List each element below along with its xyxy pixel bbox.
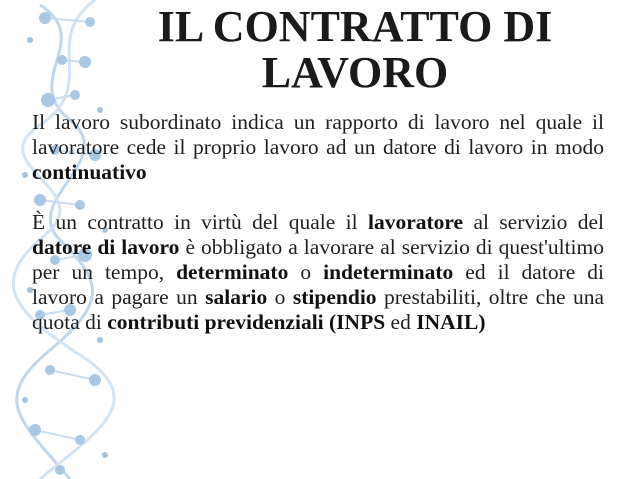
term-inail: INAIL) [416,310,486,334]
term-indeterminato: indeterminato [323,260,454,284]
p2-text-4: o [288,260,324,284]
paragraph-gap [32,185,604,210]
p2-text-2: al servizio del [463,210,604,234]
term-datore-di-lavoro: datore di lavoro [32,235,180,259]
paragraph-2 [32,210,604,335]
term-stipendio: stipendio [292,285,377,309]
title-line-2: LAVORO [261,48,449,97]
p2-text-6: o [267,285,293,309]
p2-text-7: prestabiliti, oltre che una quota di [32,285,605,334]
p2-text-8: ed [385,310,417,334]
slide-body [32,110,604,335]
p1-text-1: Il lavoro subordinato indica un rapporto di lavoro nel quale il lavoratore cede il proprio lavoro ad un datore di lavoro in modo [32,110,604,159]
p2-text-1: È un contratto in virtù del quale il [32,210,368,234]
term-determinato: determinato [176,260,289,284]
term-salario: salario [205,285,268,309]
paragraph-1 [32,110,604,185]
p2-text-5: ed il datore di lavoro a pagare un [32,260,604,309]
term-continuativo: continuativo [32,160,147,184]
term-lavoratore: lavoratore [367,210,464,234]
slide-title [120,4,590,96]
p2-text-3: è obbligato a lavorare al servizio di quest'ultimo per un tempo, [32,235,605,284]
title-line-1: IL CONTRATTO DI [157,2,553,51]
term-contributi-previdenziali: contributi previdenziali (INPS [107,310,386,334]
